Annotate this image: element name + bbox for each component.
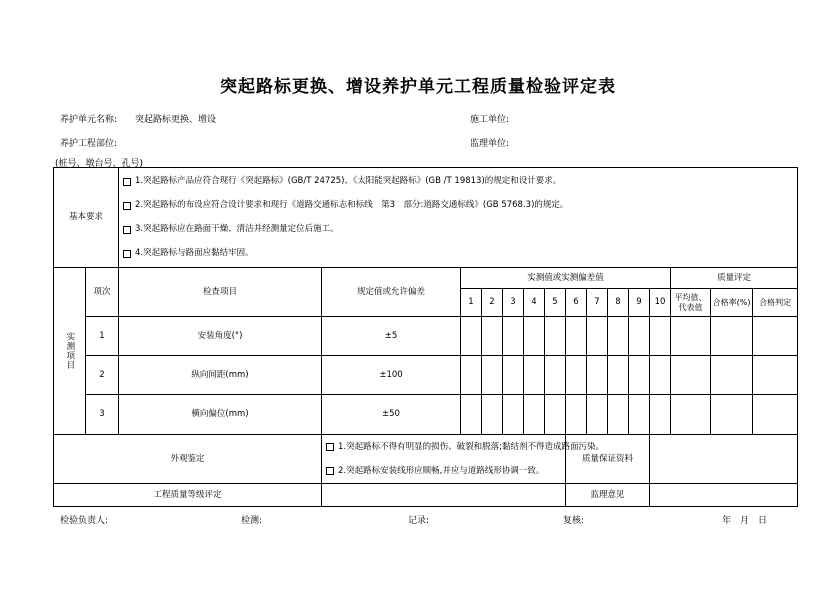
- pass-rate-cell[interactable]: [711, 395, 753, 435]
- col-pass-rate: 合格率(%): [711, 289, 753, 317]
- measure-cell[interactable]: [503, 395, 524, 435]
- measure-cell[interactable]: [629, 395, 650, 435]
- appearance-row: [54, 435, 798, 484]
- measure-cell[interactable]: [524, 356, 545, 395]
- recorder-label: 记录:: [408, 516, 430, 526]
- measured-row: [54, 317, 798, 356]
- measure-cell[interactable]: [566, 356, 587, 395]
- measure-cell[interactable]: [629, 317, 650, 356]
- measure-cell[interactable]: [650, 395, 671, 435]
- col-quality-group: 质量评定: [671, 268, 798, 289]
- pass-rate-cell[interactable]: [711, 317, 753, 356]
- measure-number: 9: [629, 289, 650, 317]
- measure-number: 4: [524, 289, 545, 317]
- pass-rate-cell[interactable]: [711, 356, 753, 395]
- reviewer-label: 复核:: [563, 516, 585, 526]
- measure-cell[interactable]: [587, 317, 608, 356]
- measure-cell[interactable]: [650, 317, 671, 356]
- inspector-label: 检验负责人:: [60, 516, 109, 526]
- tester-label: 检测:: [241, 516, 263, 526]
- basic-requirements-label: 基本要求: [54, 168, 119, 268]
- requirement-text: 4.突起路标与路面应黏结牢固。: [135, 248, 254, 259]
- measure-cell[interactable]: [608, 395, 629, 435]
- measure-cell[interactable]: [608, 356, 629, 395]
- measure-cell[interactable]: [629, 356, 650, 395]
- checkbox[interactable]: [123, 178, 131, 186]
- checkbox[interactable]: [123, 226, 131, 234]
- grade-cell[interactable]: [322, 484, 566, 507]
- requirement-item: [123, 218, 797, 242]
- measure-cell[interactable]: [545, 356, 566, 395]
- measure-cell[interactable]: [566, 317, 587, 356]
- grade-label: 工程质量等级评定: [54, 484, 322, 507]
- item-name: 横向偏位(mm): [119, 395, 322, 435]
- judgement-cell[interactable]: [753, 356, 798, 395]
- requirement-text: 3.突起路标应在路面干燥、清洁并经测量定位后施工。: [135, 224, 339, 235]
- appearance-item: [326, 435, 604, 459]
- judgement-cell[interactable]: [753, 317, 798, 356]
- item-spec: ±50: [322, 395, 461, 435]
- construction-unit-label: 施工单位:: [470, 115, 510, 125]
- measure-number: 5: [545, 289, 566, 317]
- appearance-text: 1.突起路标不得有明显的损伤、破裂和脱落;黏结剂不得造成路面污染。: [338, 441, 604, 452]
- stake-note: (桩号、墩台号、孔号): [55, 159, 144, 169]
- col-item-no: 项次: [86, 268, 119, 317]
- checkbox[interactable]: [326, 443, 334, 451]
- measured-row: [54, 356, 798, 395]
- item-no: 1: [86, 317, 119, 356]
- average-cell[interactable]: [671, 317, 711, 356]
- item-name: 安装角度(°): [119, 317, 322, 356]
- measured-row: [54, 395, 798, 435]
- measure-cell[interactable]: [503, 317, 524, 356]
- basic-requirements-row: [54, 168, 798, 268]
- measure-cell[interactable]: [461, 317, 482, 356]
- item-spec: ±100: [322, 356, 461, 395]
- col-spec: 规定值或允许偏差: [322, 268, 461, 317]
- item-spec: ±5: [322, 317, 461, 356]
- date-label: 年 月 日: [722, 516, 768, 526]
- measure-cell[interactable]: [482, 356, 503, 395]
- measure-cell[interactable]: [524, 317, 545, 356]
- supervision-opinion-cell[interactable]: [650, 484, 798, 507]
- quality-docs-cell[interactable]: [650, 435, 798, 484]
- measure-number: 6: [566, 289, 587, 317]
- item-no: 2: [86, 356, 119, 395]
- measure-cell[interactable]: [608, 317, 629, 356]
- measured-header-row-1: [54, 268, 798, 289]
- measure-cell[interactable]: [566, 395, 587, 435]
- requirement-item: [123, 194, 797, 218]
- measure-number: 10: [650, 289, 671, 317]
- average-cell[interactable]: [671, 356, 711, 395]
- supervision-opinion-label: 监理意见: [566, 484, 650, 507]
- measured-items-side-label: 实测项目: [54, 268, 86, 435]
- basic-requirements-content: [119, 168, 798, 268]
- requirement-text: 2.突起路标的布设应符合设计要求和现行《道路交通标志和标线 第3 部分:道路交通标线》(GB 5768.3)的规定。: [135, 200, 569, 211]
- measure-number: 8: [608, 289, 629, 317]
- measure-cell[interactable]: [587, 356, 608, 395]
- unit-name-label: 养护单元名称:: [60, 115, 118, 125]
- measure-cell[interactable]: [524, 395, 545, 435]
- supervision-unit-label: 监理单位:: [470, 139, 510, 149]
- grade-row: [54, 484, 798, 507]
- measure-cell[interactable]: [461, 395, 482, 435]
- measure-cell[interactable]: [482, 395, 503, 435]
- appearance-label: 外观鉴定: [54, 435, 322, 484]
- measure-cell[interactable]: [587, 395, 608, 435]
- checkbox[interactable]: [123, 202, 131, 210]
- measure-number: 7: [587, 289, 608, 317]
- measure-cell[interactable]: [503, 356, 524, 395]
- page-title: 突起路标更换、增设养护单元工程质量检验评定表: [220, 77, 616, 97]
- appearance-item: [326, 459, 565, 483]
- judgement-cell[interactable]: [753, 395, 798, 435]
- col-measured-group: 实测值或实测偏差值: [461, 268, 671, 289]
- measure-number: 2: [482, 289, 503, 317]
- measure-number: 1: [461, 289, 482, 317]
- measure-cell[interactable]: [545, 317, 566, 356]
- checkbox[interactable]: [326, 467, 334, 475]
- quality-docs-label: 质量保证资料: [566, 435, 650, 484]
- unit-name-value: 突起路标更换、增设: [135, 115, 217, 125]
- measure-cell[interactable]: [650, 356, 671, 395]
- average-cell[interactable]: [671, 395, 711, 435]
- item-name: 纵向间距(mm): [119, 356, 322, 395]
- requirement-item: [123, 170, 797, 194]
- appearance-text: 2.突起路标安装线形应顺畅,并应与道路线形协调一致。: [338, 465, 545, 476]
- measure-cell[interactable]: [482, 317, 503, 356]
- requirement-text: 1.突起路标产品应符合现行《突起路标》(GB/T 24725)、《太阳能突起路标》(GB /T 19813)的规定和设计要求。: [135, 176, 562, 187]
- col-judgement: 合格判定: [753, 289, 798, 317]
- item-no: 3: [86, 395, 119, 435]
- measure-cell[interactable]: [461, 356, 482, 395]
- checkbox[interactable]: [123, 250, 131, 258]
- requirement-item: [123, 242, 797, 266]
- measure-cell[interactable]: [545, 395, 566, 435]
- project-location-label: 养护工程部位:: [60, 139, 118, 149]
- inspection-table: [53, 167, 798, 507]
- col-check-item: 检查项目: [119, 268, 322, 317]
- appearance-content: [322, 435, 604, 484]
- col-average: 平均值、代表值: [671, 289, 711, 317]
- measure-number: 3: [503, 289, 524, 317]
